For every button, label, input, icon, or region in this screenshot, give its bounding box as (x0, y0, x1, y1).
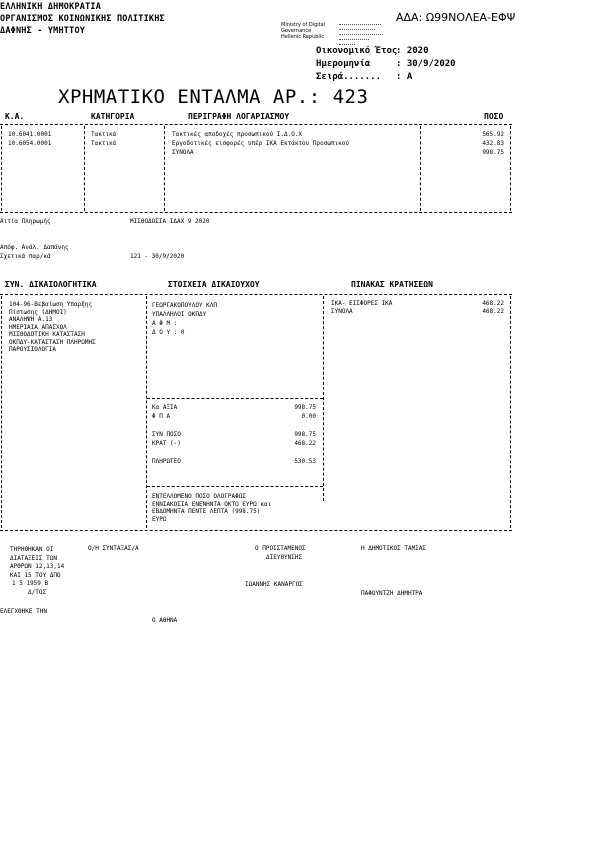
legal-line: Δ/ΤΟΣ (28, 588, 47, 596)
payment-reason-value: ΜΙΣΘΟΔΟΣΙΑ ΙΔΑΧ 9 2020 (130, 218, 210, 225)
payee-line: Δ Ο Υ : 0 (152, 329, 185, 336)
documents-item: ΠΑΡΟΥΣΙΟΛΟΓΙΑ (9, 346, 56, 353)
deduction-item-value: 468.22 (482, 300, 504, 307)
org-name-line-1: ΕΛΛΗΝΙΚΗ ΔΗΜΟΚΡΑΤΙΑ (0, 2, 102, 12)
table1-row-2-ka: 10.6054.0001 (8, 140, 52, 147)
deduction-total-value: 468.22 (482, 308, 504, 315)
col-header-description: ΠΕΡΙΓΡΑΦΗ ΛΟΓΑΡΙΑΣΜΟΥ (188, 112, 290, 121)
table1-row-2-amount: 432.83 (482, 140, 504, 147)
table1-row-1-amount: 565.92 (482, 131, 504, 138)
documents-item: ΗΜΕΡΙΑΙΑ ΑΠΑΣΧΟΛ (9, 323, 67, 331)
table1-vline-1 (1, 126, 2, 211)
total-sum-label: ΣΥΝ ΠΟΣΟ (152, 431, 181, 438)
total-vat-label: Φ Π Α (152, 413, 171, 420)
series-value: : Α (396, 72, 413, 82)
total-net-value: 998.75 (294, 404, 316, 411)
ministry-logo (281, 23, 391, 45)
amount-words-line: ΕΝΝΙΑΚΟΣΙΑ ΕΝΕΝΗΝΤΑ ΟΚΤΩ ΕΥΡΩ και (152, 500, 272, 508)
section2-vline-3 (323, 296, 324, 501)
total-vat-value: 0.00 (301, 413, 316, 420)
section2-vline-1 (1, 296, 2, 528)
table1-row-1-category: Τακτικά (91, 131, 117, 138)
total-payable-value: 530.53 (294, 458, 316, 465)
total-payable-label: ΠΛΗΡΩΤΕΟ (152, 458, 181, 465)
section2-top-rule (0, 294, 512, 295)
legal-line: 1 5 1959 Β (12, 580, 49, 587)
payee-line: Α Φ Μ : (152, 320, 178, 327)
series-label: Σειρά....... (316, 72, 382, 82)
payee-line: ΥΠΑΛΛΗΛΟΙ ΟΚΠΔΥ (152, 311, 207, 318)
table1-row-2-description: Εργοδοτικές εισφορές υπέρ ΙΚΑ Εκτάκτου Προσωπικού (172, 140, 350, 147)
ada-code: ΑΔΑ: Ω99ΝΟΛΕΑ-ΕΦΨ (396, 11, 516, 24)
amount-words-line: ΕΝΤΕΛΛΟΜΕΝΟ ΠΟΣΟ ΟΛΟΓΡΑΦΩΣ (152, 493, 246, 500)
payee-line: ΓΕΩΡΓΑΚΟΠΟΥΛΟΥ ΚΛΠ (152, 302, 218, 309)
table1-totals-label: ΣΥΝΟΛΑ (172, 149, 194, 156)
total-net-label: Κα ΑΞΙΑ (152, 404, 178, 411)
table1-vline-2 (84, 126, 85, 211)
compiler-label: Ο/Η ΣΥΝΤΑΞΑΣ/Α (88, 545, 139, 552)
col-header-deductions: ΠΙΝΑΚΑΣ ΚΡΑΤΗΣΕΩΝ (351, 280, 433, 289)
total-deductions-value: 468.22 (294, 440, 316, 447)
legal-line: ΑΡΘΡΩΝ 12,13,14 (10, 563, 65, 570)
table1-top-rule (0, 124, 512, 125)
amount-words-line: ΕΥΡΩ (152, 515, 167, 523)
director-title-2: ΔΙΕΥΘΥΝΣΗΣ (266, 554, 303, 561)
totals-bottom-rule (147, 486, 323, 487)
expense-decision-label: Απόφ. Ανάλ. Δαπάνης (0, 244, 69, 251)
document-title: ΧΡΗΜΑΤΙΚΟ ΕΝΤΑΛΜΑ ΑΡ.: 423 (58, 86, 369, 108)
table1-vline-5 (510, 126, 511, 211)
documents-list (9, 301, 96, 354)
col-header-ka: Κ.Α. (5, 112, 25, 121)
documents-item: ΑΝΑΛΗΨΗ Α.13 (9, 316, 53, 323)
amount-words-line: ΕΒΔΟΜΗΝΤΑ ΠΕΝΤΕ ΛΕΠΤΑ (998.75) (152, 508, 261, 515)
table1-vline-3 (164, 126, 165, 211)
total-sum-value: 998.75 (294, 431, 316, 438)
table1-row-1-ka: 10.6041.0001 (8, 131, 52, 138)
digital-signature-stamp (339, 22, 389, 48)
org-name-line-2: ΟΡΓΑΝΙΣΜΟΣ ΚΟΙΝΩΝΙΚΗΣ ΠΟΛΙΤΙΚΗΣ (0, 14, 165, 24)
amount-in-words (152, 493, 271, 523)
legal-line: ΚΑΙ 15 ΤΟΥ ΔΠΟ (10, 571, 61, 579)
col-header-category: ΚΑΤΗΓΟΡΙΑ (91, 112, 135, 121)
fiscal-year-value: : 2020 (396, 46, 429, 56)
payee-details (152, 301, 217, 337)
date-value: : 30/9/2020 (396, 59, 456, 69)
totals-top-rule (147, 398, 323, 399)
documents-item: ΟΚΠΔΥ-ΚΑΤΑΣΤΑΣΗ ΠΛΗΡΩΜΗΣ (9, 338, 96, 346)
director-name: ΙΩΑΝΝΗΣ ΚΑΝΑΡΓΟΣ (245, 581, 303, 588)
legal-line: ΤΗΡΗΘΗΚΑΝ ΟΙ (10, 546, 54, 553)
table1-totals-amount: 998.75 (482, 149, 504, 156)
col-header-documents: ΣΥΝ. ΔΙΚΑΙΟΛΟΓΗΤΙΚΑ (5, 280, 97, 289)
documents-item: Πίστωσης (ΔΗΜΟΙ) (9, 308, 67, 316)
section2-vline-4 (510, 296, 511, 528)
org-name-line-3: ΔΑΦΝΗΣ - ΥΜΗΤΤΟΥ (0, 26, 86, 36)
ministry-line-2: Governance (281, 28, 312, 34)
section2-bottom-rule (0, 530, 512, 531)
athens-label: Ο ΑΘΗΝΑ (152, 617, 178, 624)
table1-row-1-description: Τακτικές αποδοχές προσωπικού Ι.Δ.Ο.Χ (172, 131, 303, 138)
treasurer-name: ΠΑΦΟΥΝΤΖΗ ΔΗΜΗΤΡΑ (361, 590, 423, 597)
deduction-item-label: ΙΚΑ- ΕΙΣΦΟΡΕΣ ΙΚΑ (331, 300, 393, 307)
fiscal-year-label: Οικονομικό Έτος (316, 46, 398, 56)
total-deductions-label: ΚΡΑΤ (-) (152, 440, 181, 447)
table1-vline-4 (420, 126, 421, 211)
director-title-1: Ο ΠΡΟΙΣΤΑΜΕΝΟΣ (255, 545, 306, 552)
payment-reason-label: Αιτία Πληρωμής (0, 218, 51, 225)
related-docs-value: 121 - 30/9/2020 (130, 253, 185, 260)
ministry-line-1: Ministry of Digital (281, 22, 326, 28)
col-header-payee: ΣΤΟΙΧΕΙΑ ΔΙΚΑΙΟΥΧΟΥ (168, 280, 260, 289)
documents-item: ΜΙΣΘΟΔΟΤΙΚΗ ΚΑΤΑΣΤΑΣΗ (9, 331, 85, 338)
related-docs-label: Σχετικά παρ/κά (0, 253, 51, 260)
documents-item: 104-96-Βεβαίωση Υπαρξης (9, 301, 93, 308)
col-header-amount: ΠΟΣΟ (484, 112, 504, 121)
legal-provisions (10, 546, 64, 597)
table1-row-2-category: Τακτικά (91, 140, 117, 147)
legal-line: ΔΙΑΤΑΞΕΙΣ ΤΩΝ (10, 554, 57, 562)
date-label: Ημερομηνία (316, 59, 371, 69)
checked-label: ΕΛΕΓΧΘΗΚΕ ΤΗΝ (0, 608, 47, 615)
treasurer-title: Η ΔΗΜΟΤΙΚΟΣ ΤΑΜΙΑΣ (361, 545, 427, 552)
ministry-line-3: Hellenic Republic (281, 34, 324, 40)
deduction-total-label: ΣΥΝΟΛΑ (331, 308, 353, 315)
section2-vline-2 (146, 296, 147, 528)
table1-bottom-rule (0, 212, 512, 213)
